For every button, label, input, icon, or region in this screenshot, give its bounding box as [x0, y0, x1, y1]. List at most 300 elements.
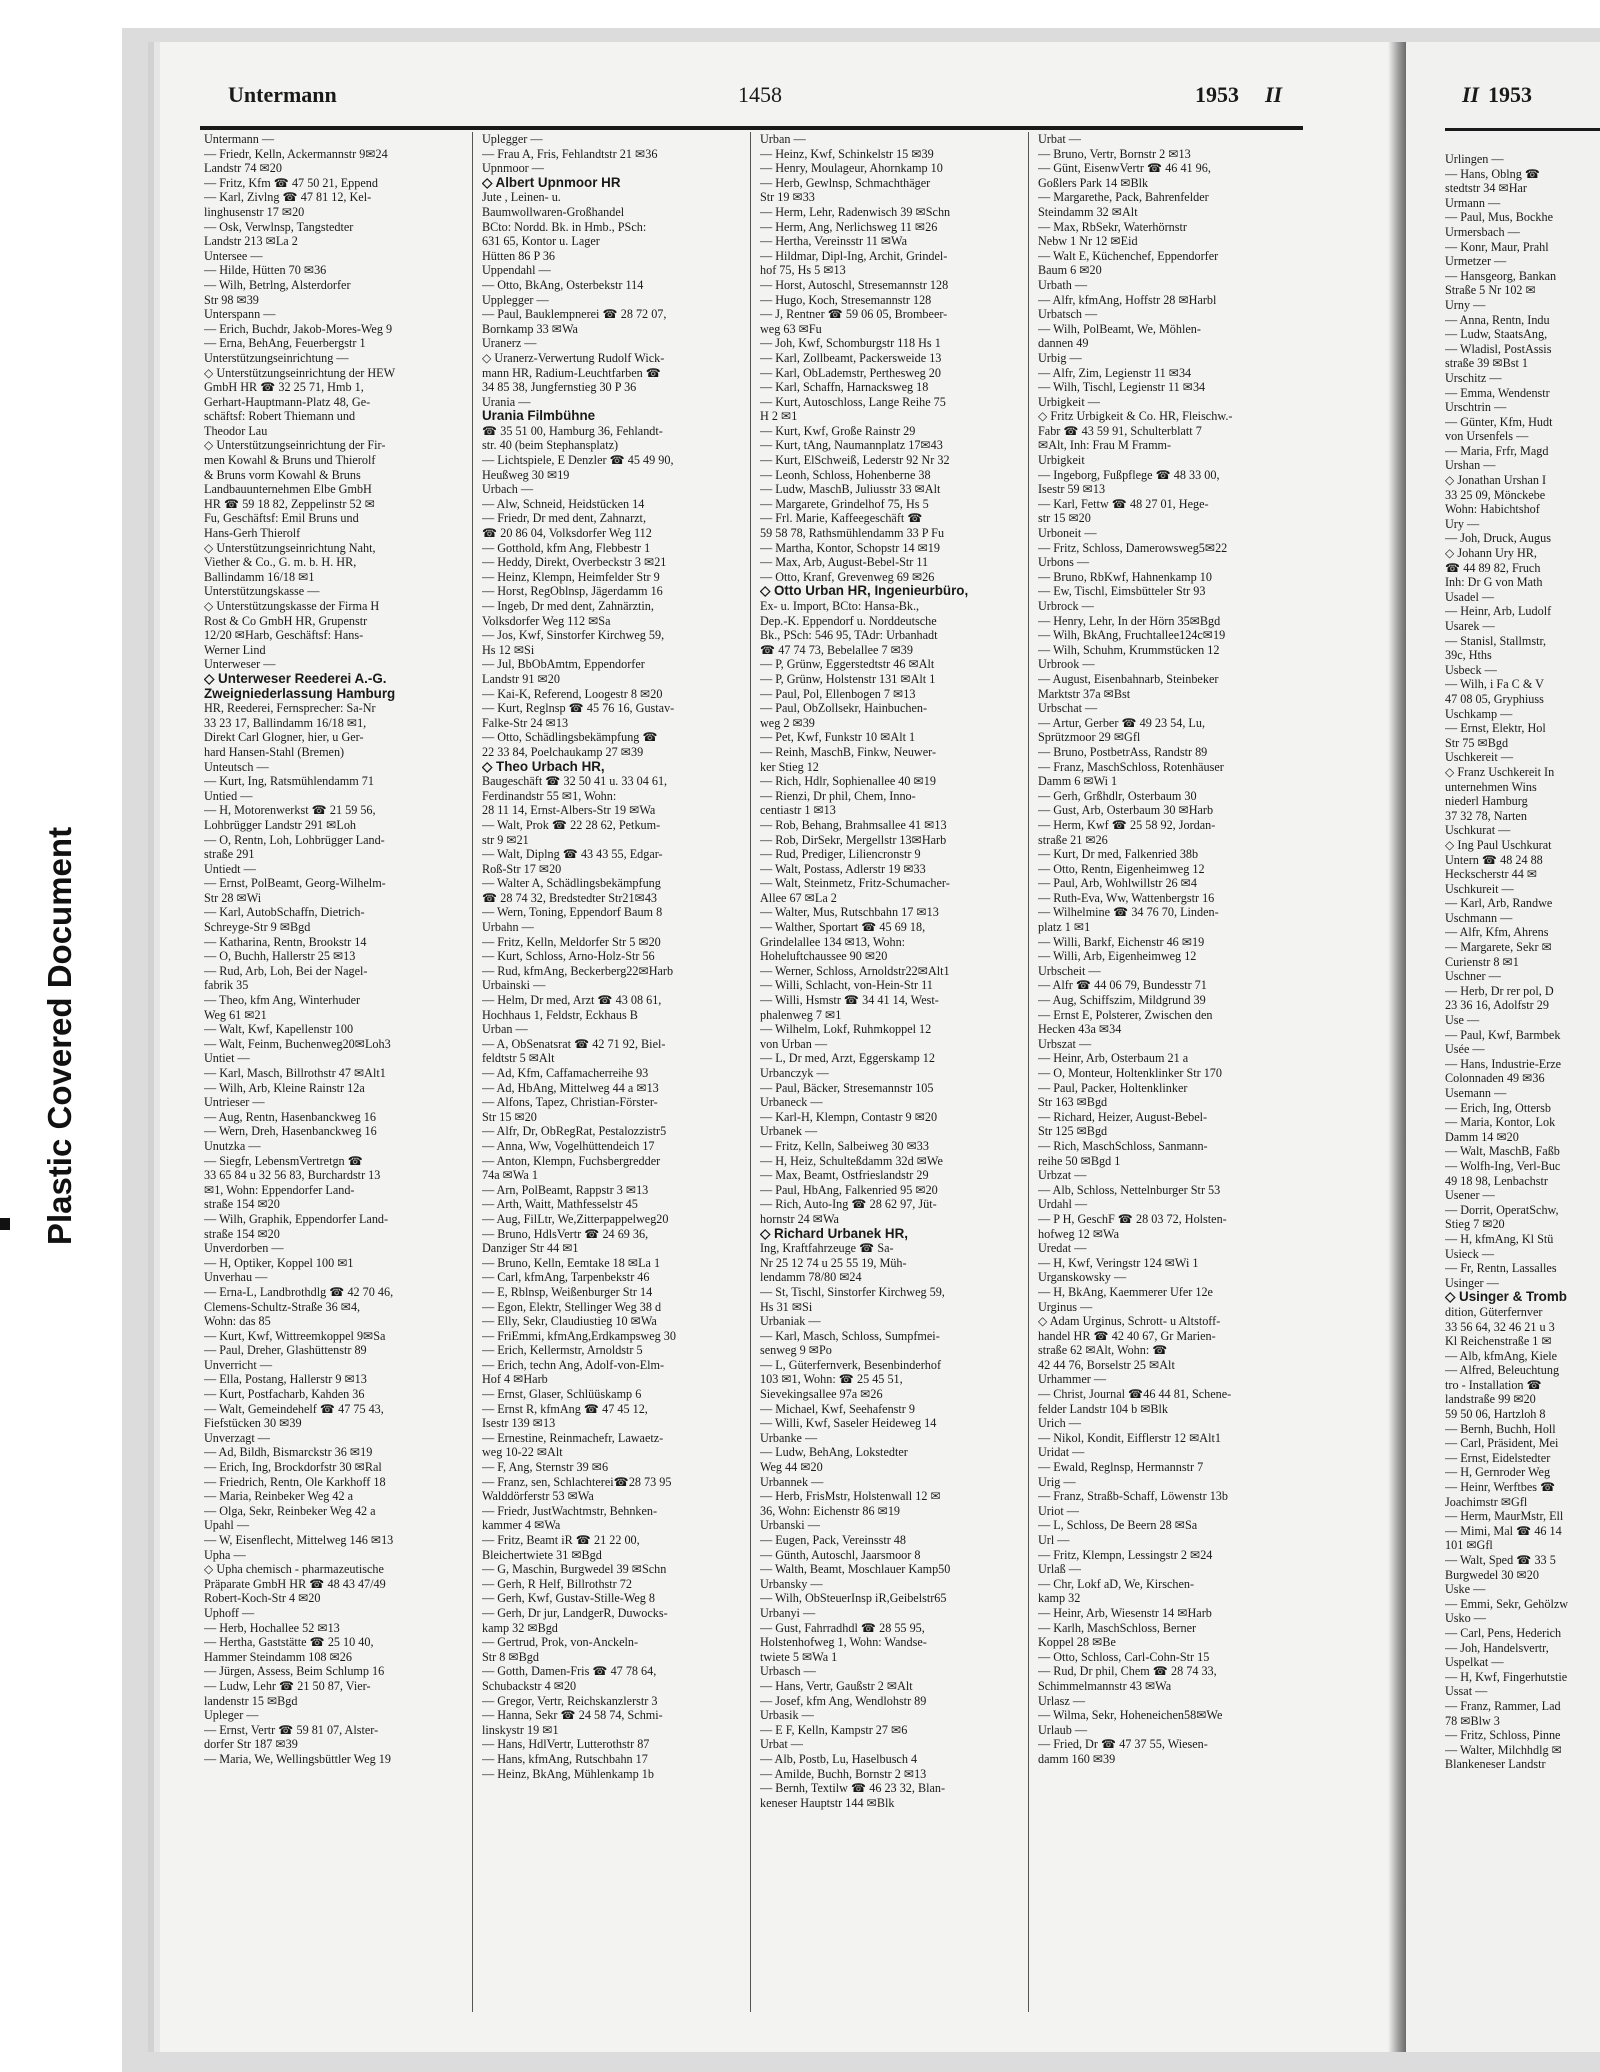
- directory-entry-line: hornstr 24 ✉Wa: [760, 1211, 839, 1226]
- directory-entry-line: Wohn: Habichtshof: [1445, 502, 1540, 517]
- directory-entry-line: Uske —: [1445, 1582, 1486, 1597]
- directory-entry-line: 23 36 16, Adolfstr 29: [1445, 998, 1549, 1013]
- directory-entry-line: — Heinz, Kwf, Schinkelstr 15 ✉39: [760, 146, 934, 161]
- directory-entry-line: damm 160 ✉39: [1038, 1751, 1116, 1766]
- directory-entry-line: BCto: Nordd. Bk. in Hmb., PSch:: [482, 219, 647, 234]
- directory-entry-line: — L, Dr med, Arzt, Eggerskamp 12: [760, 1051, 935, 1066]
- directory-entry-line: Kl Reichenstraße 1 ✉: [1445, 1334, 1552, 1349]
- directory-entry-line: str. 40 (beim Stephansplatz): [482, 438, 619, 453]
- directory-entry-line: linghusenstr 17 ✉20: [204, 204, 305, 219]
- directory-entry-line: — Herb, Hochallee 52 ✉13: [204, 1620, 340, 1635]
- directory-entry-line: — Walt, Steinmetz, Fritz-Schumacher-: [760, 876, 950, 891]
- directory-entry-line: feldtstr 5 ✉Alt: [482, 1051, 555, 1066]
- directory-entry-line: ◇ Unterstützungseinrichtung der Fir-: [204, 438, 386, 453]
- directory-entry-line: Str 19 ✉33: [760, 190, 815, 205]
- directory-entry-line: ◇ Fritz Urbigkeit & Co. HR, Fleischw.-: [1038, 409, 1233, 424]
- directory-entry-line: — Wolfh-Ing, Verl-Buc: [1445, 1158, 1561, 1173]
- directory-entry-line: Grindelallee 134 ✉13, Wohn:: [760, 934, 906, 949]
- directory-entry-line: niederl Hamburg: [1445, 794, 1528, 809]
- directory-entry-line: — Paul, Pol, Ellenbogen 7 ✉13: [760, 686, 916, 701]
- directory-entry-line: Volksdorfer Weg 112 ✉Sa: [482, 613, 611, 628]
- directory-entry-line: Bornkamp 33 ✉Wa: [482, 321, 578, 336]
- directory-entry-line: Urlaub —: [1038, 1722, 1088, 1737]
- directory-entry-line: Urny —: [1445, 297, 1486, 312]
- directory-entry-line: — Josef, kfm Ang, Wendlohstr 89: [760, 1693, 927, 1708]
- directory-entry-line: — Alfr, Kfm, Ahrens: [1445, 925, 1549, 940]
- directory-entry-line: Blankeneser Landstr: [1445, 1757, 1546, 1772]
- directory-entry-line: — Margarethe, Pack, Bahrenfelder: [1038, 190, 1209, 205]
- directory-entry-line: Falke-Str 24 ✉13: [482, 715, 569, 730]
- directory-entry-line: Dep.-K. Eppendorf u. Norddeutsche: [760, 613, 937, 628]
- directory-entry-line: ◇ Uranerz-Verwertung Rudolf Wick-: [482, 350, 665, 365]
- directory-entry-line: fabrik 35: [204, 978, 249, 993]
- directory-entry-line: 28 11 14, Ernst-Albers-Str 19 ✉Wa: [482, 803, 656, 818]
- directory-entry-line: — Wilh, PolBeamt, We, Möhlen-: [1038, 321, 1201, 336]
- directory-entry-line: — Willi, Hsmstr ☎ 34 41 14, West-: [760, 993, 939, 1008]
- directory-entry-line: — Henry, Lehr, In der Hörn 35✉Bgd: [1038, 613, 1221, 628]
- directory-entry-line: — Max, Arb, August-Bebel-Str 11: [760, 555, 929, 570]
- directory-entry-line: Ing, Kraftfahrzeuge ☎ Sa-: [760, 1241, 894, 1256]
- directory-entry-line: — H, Kwf, Fingerhutstie: [1445, 1669, 1568, 1684]
- directory-entry-line: — Walt E, Küchenchef, Eppendorfer: [1038, 248, 1219, 263]
- directory-entry-line: ☎ 20 86 04, Volksdorfer Weg 112: [482, 526, 652, 541]
- directory-entry-line: — Karl-H, Klempn, Contastr 9 ✉20: [760, 1109, 938, 1124]
- directory-entry-line: 36, Wohn: Eichenstr 86 ✉19: [760, 1503, 901, 1518]
- directory-entry-line: Urbach —: [482, 482, 534, 497]
- directory-entry-line: — Rienzi, Dr phil, Chem, Inno-: [760, 788, 916, 803]
- directory-entry-line: ◇ Unterweser Reederei A.-G.: [204, 671, 387, 686]
- directory-entry-line: — Otto, BkAng, Osterbekstr 114: [482, 277, 644, 292]
- directory-entry-line: lendamm 78/80 ✉24: [760, 1270, 862, 1285]
- directory-entry-line: Urania Filmbühne: [482, 409, 596, 424]
- directory-entry-line: — Aug, Schiffszim, Mildgrund 39: [1038, 993, 1206, 1008]
- directory-entry-line: Bk., PSch: 546 95, TAdr: Urbanhadt: [760, 628, 938, 643]
- directory-entry-line: reihe 50 ✉Bgd 1: [1038, 1153, 1121, 1168]
- directory-entry-line: Str 28 ✉Wi: [204, 890, 262, 905]
- directory-entry-line: Uridat —: [1038, 1445, 1085, 1460]
- directory-entry-line: 103 ✉1, Wohn: ☎ 25 45 51,: [760, 1372, 903, 1387]
- facing-head-volume: II: [1462, 82, 1480, 107]
- directory-entry-line: — FriEmmi, kfmAng,Erdkampsweg 30: [482, 1328, 676, 1343]
- directory-entry-line: — Kai-K, Referend, Loogestr 8 ✉20: [482, 686, 663, 701]
- directory-entry-line: men Kowahl & Bruns und Thierolf: [204, 453, 376, 468]
- column-rule: [1028, 132, 1029, 2012]
- directory-entry-line: Urboneit —: [1038, 526, 1097, 541]
- directory-entry-line: — Lichtspiele, E Denzler ☎ 45 49 90,: [482, 453, 674, 468]
- directory-entry-line: — Arth, Waitt, Mathfesselstr 45: [482, 1197, 638, 1212]
- directory-entry-line: Baugeschäft ☎ 32 50 41 u. 33 04 61,: [482, 774, 668, 789]
- directory-entry-line: Ury —: [1445, 516, 1480, 531]
- directory-entry-line: senweg 9 ✉Po: [760, 1343, 832, 1358]
- directory-entry-line: — Emmi, Sekr, Gehölzw: [1445, 1596, 1569, 1611]
- directory-entry-line: — Paul, Packer, Holtenklinker: [1038, 1080, 1188, 1095]
- directory-entry-line: — Fritz, Kfm ☎ 47 50 21, Eppend: [204, 175, 378, 190]
- directory-entry-line: hofweg 12 ✉Wa: [1038, 1226, 1119, 1241]
- directory-entry-line: — Arn, PolBeamt, Rappstr 3 ✉13: [482, 1182, 649, 1197]
- directory-entry-line: — Wladisl, PostAssis: [1445, 341, 1552, 356]
- directory-entry-line: — Otto, Rentn, Eigenheimweg 12: [1038, 861, 1205, 876]
- directory-entry-line: — Bruno, HdlsVertr ☎ 24 69 36,: [482, 1226, 649, 1241]
- directory-entry-line: — J, Rentner ☎ 59 06 05, Brombeer-: [760, 307, 948, 322]
- directory-entry-line: — H, Gernroder Weg: [1445, 1465, 1551, 1480]
- directory-entry-line: Urbanke —: [760, 1430, 818, 1445]
- directory-entry-line: — Alb, kfmAng, Kiele: [1445, 1348, 1558, 1363]
- directory-entry-line: — Paul, ObZollsekr, Hainbuchen-: [760, 701, 928, 716]
- directory-entry-line: Baumwollwaren-Großhandel: [482, 204, 625, 219]
- directory-entry-line: — Kurt, Autoschloss, Lange Reihe 75: [760, 394, 946, 409]
- directory-entry-line: — Carl, kfmAng, Tarpenbekstr 46: [482, 1270, 650, 1285]
- directory-entry-line: weg 2 ✉39: [760, 715, 815, 730]
- directory-entry-line: 59 58 78, Rathsmühlendamm 33 P Fu: [760, 526, 945, 541]
- directory-entry-line: — Bruno, Kelln, Eemtake 18 ✉La 1: [482, 1255, 661, 1270]
- directory-entry-line: — Aug, FilLtr, We,Zitterpappelweg20: [482, 1211, 669, 1226]
- directory-entry-line: 42 44 76, Borselstr 25 ✉Alt: [1038, 1357, 1175, 1372]
- directory-entry-line: — Ernst, Eidelstedter: [1445, 1450, 1551, 1465]
- directory-entry-line: — Jürgen, Assess, Beim Schlump 16: [204, 1664, 385, 1679]
- directory-entry-line: — Ernst, Vertr ☎ 59 81 07, Alster-: [204, 1722, 379, 1737]
- directory-entry-line: Usadel —: [1445, 589, 1495, 604]
- directory-entry-line: — Heinz, BkAng, Mühlenkamp 1b: [482, 1766, 654, 1781]
- directory-entry-line: Urbasik —: [760, 1708, 814, 1723]
- directory-entry-line: — Rud, Prediger, Liliencronstr 9: [760, 847, 921, 862]
- header-rule: [200, 126, 1303, 130]
- directory-entry-line: — Friedrich, Rentn, Ole Karkhoff 18: [204, 1474, 386, 1489]
- directory-entry-line: — Hilde, Hütten 70 ✉36: [204, 263, 327, 278]
- directory-entry-line: Marktstr 37a ✉Bst: [1038, 686, 1131, 701]
- directory-entry-line: Unterstützungskasse —: [204, 584, 320, 599]
- directory-entry-line: — Ingeborg, Fußpflege ☎ 48 33 00,: [1038, 467, 1220, 482]
- directory-entry-line: — Paul, Kwf, Barmbek: [1445, 1027, 1561, 1042]
- directory-entry-line: Urbszat —: [1038, 1036, 1092, 1051]
- book-gutter: [1388, 42, 1406, 2052]
- directory-entry-line: — Hertha, Vereinsstr 11 ✉Wa: [760, 234, 907, 249]
- directory-entry-line: — Alfred, Beleuchtung: [1445, 1363, 1560, 1378]
- directory-entry-line: straße 39 ✉Bst 1: [1445, 356, 1528, 371]
- directory-entry-line: — Karl, Zollbeamt, Packersweide 13: [760, 350, 942, 365]
- directory-entry-line: Wohn: das 85: [204, 1314, 271, 1329]
- directory-entry-line: — Katharina, Rentn, Brookstr 14: [204, 934, 367, 949]
- directory-column-3: [760, 132, 1026, 1810]
- directory-entry-line: — P H, GeschF ☎ 28 03 72, Holsten-: [1038, 1211, 1227, 1226]
- directory-entry-line: & Bruns vorm Kowahl & Bruns: [204, 467, 361, 482]
- directory-entry-line: weg 63 ✉Fu: [760, 321, 822, 336]
- directory-entry-line: 33 65 84 u 32 56 83, Burchardstr 13: [204, 1168, 381, 1183]
- directory-entry-line: Uranerz —: [482, 336, 537, 351]
- directory-entry-line: Unterweser —: [204, 657, 276, 672]
- directory-column-2: [482, 132, 748, 1781]
- directory-entry-line: Uplegger —: [482, 132, 543, 146]
- directory-entry-line: Straße 5 Nr 102 ✉: [1445, 283, 1536, 298]
- directory-entry-line: — Walter, Milchhdlg ✉: [1445, 1742, 1562, 1757]
- directory-entry-line: Zweigniederlassung Hamburg: [204, 686, 396, 701]
- directory-entry-line: — Herb, Dr rer pol, D: [1445, 983, 1554, 998]
- directory-entry-line: Uppendahl —: [482, 263, 551, 278]
- directory-entry-line: — Ruth-Eva, Ww, Wattenbergstr 16: [1038, 890, 1215, 905]
- directory-entry-line: — Friedr, JustWachtmstr, Behnken-: [482, 1503, 658, 1518]
- directory-entry-line: — G, Maschin, Burgwedel 39 ✉Schn: [482, 1562, 667, 1577]
- directory-entry-line: — Gregor, Vertr, Reichskanzlerstr 3: [482, 1693, 658, 1708]
- directory-entry-line: — Franz, MaschSchloss, Rotenhäuser: [1038, 759, 1224, 774]
- directory-entry-line: Usée —: [1445, 1042, 1485, 1057]
- directory-entry-line: Usieck —: [1445, 1246, 1495, 1261]
- directory-entry-line: Urbons —: [1038, 555, 1090, 570]
- directory-entry-line: — Günt, EisenwVertr ☎ 46 41 96,: [1038, 161, 1211, 176]
- directory-entry-line: — Christ, Journal ☎46 44 81, Schene-: [1038, 1387, 1232, 1402]
- directory-entry-line: Urshan —: [1445, 458, 1496, 473]
- directory-entry-line: Robert-Koch-Str 4 ✉20: [204, 1591, 321, 1606]
- directory-entry-line: centiastr 1 ✉13: [760, 803, 836, 818]
- directory-entry-line: Isestr 139 ✉13: [482, 1416, 556, 1431]
- directory-entry-line: ◇ Unterstützungskasse der Firma H: [204, 599, 380, 613]
- directory-entry-line: Use —: [1445, 1013, 1480, 1028]
- directory-entry-line: kammer 4 ✉Wa: [482, 1518, 561, 1533]
- directory-entry-line: — Pet, Kwf, Funkstr 10 ✉Alt 1: [760, 730, 916, 745]
- directory-entry-line: — Rud, kfmAng, Beckerberg22✉Harb: [482, 963, 674, 978]
- directory-entry-line: — Horst, RegOblnsp, Jägerdamm 16: [482, 584, 663, 599]
- directory-entry-line: — Carl, Präsident, Mei: [1445, 1436, 1559, 1451]
- directory-entry-line: — Alfr, kfmAng, Hoffstr 28 ✉Harbl: [1038, 292, 1217, 307]
- directory-entry-line: — Alb, Schloss, Nettelnburger Str 53: [1038, 1182, 1221, 1197]
- directory-entry-line: Allee 67 ✉La 2: [760, 890, 837, 905]
- margin-mark: [0, 1218, 10, 1230]
- directory-entry-line: Nr 25 12 74 u 25 55 19, Müh-: [760, 1255, 907, 1270]
- directory-entry-line: — Herm, MaurMstr, Ell: [1445, 1509, 1564, 1524]
- directory-entry-line: Unterspann —: [204, 307, 276, 322]
- directory-entry-line: — Hans, kfmAng, Rutschbahn 17: [482, 1751, 648, 1766]
- directory-entry-line: 101 ✉Gfl: [1445, 1538, 1493, 1553]
- directory-entry-line: — L, Güterfernverk, Besenbinderhof: [760, 1357, 942, 1372]
- directory-entry-line: — Fritz, Kelln, Salbeiweg 30 ✉33: [760, 1138, 929, 1153]
- side-label: Plastic Covered Document: [41, 826, 78, 1246]
- directory-entry-line: — Erna-L, Landbrothdlg ☎ 42 70 46,: [204, 1284, 394, 1299]
- directory-entry-line: — Otto, Schädlingsbekämpfung ☎: [482, 730, 658, 745]
- directory-entry-line: Str 8 ✉Bgd: [482, 1649, 539, 1664]
- directory-entry-line: Urschtrin —: [1445, 400, 1507, 415]
- directory-entry-line: Urbig —: [1038, 350, 1082, 365]
- directory-entry-line: — Friedr, Dr med dent, Zahnarzt,: [482, 511, 646, 526]
- directory-entry-line: Untied —: [204, 788, 253, 803]
- directory-entry-line: Urich —: [1038, 1416, 1081, 1431]
- directory-entry-line: ◇ Theo Urbach HR,: [482, 759, 605, 774]
- directory-entry-line: Hoheluftchaussee 90 ✉20: [760, 949, 888, 964]
- directory-entry-line: — Osk, Verwlnsp, Tangstedter: [204, 219, 354, 234]
- directory-entry-line: Uschmann —: [1445, 910, 1513, 925]
- directory-entry-line: Urbaniak —: [760, 1314, 821, 1329]
- directory-entry-line: Urganskowsky —: [1038, 1270, 1127, 1285]
- directory-entry-line: Hof 4 ✉Harb: [482, 1372, 548, 1387]
- directory-entry-line: — Jos, Kwf, Sinstorfer Kirchweg 59,: [482, 628, 665, 643]
- directory-entry-line: Uschkurat —: [1445, 823, 1511, 838]
- directory-entry-line: — Walt, Sped ☎ 33 5: [1445, 1553, 1556, 1567]
- directory-entry-line: Baum 6 ✉20: [1038, 263, 1102, 278]
- directory-entry-line: Usko —: [1445, 1611, 1486, 1626]
- directory-entry-line: straße 154 ✉20: [204, 1226, 280, 1241]
- directory-entry-line: — Gerh, Dr jur, LandgerR, Duwocks-: [482, 1605, 668, 1620]
- directory-entry-line: — Walter, Mus, Rutschbahn 17 ✉13: [760, 905, 939, 920]
- directory-entry-line: — Willi, Arb, Eigenheimweg 12: [1038, 949, 1197, 964]
- directory-entry-line: Ferdinandstr 55 ✉1, Wohn:: [482, 788, 617, 803]
- directory-entry-line: — Bruno, Vertr, Bornstr 2 ✉13: [1038, 146, 1191, 161]
- directory-entry-line: — Frl. Marie, Kaffeegeschäft ☎: [760, 511, 923, 526]
- directory-entry-line: Sievekingsallee 97a ✉26: [760, 1387, 883, 1402]
- directory-entry-line: — Maria, We, Wellingsbüttler Weg 19: [204, 1751, 391, 1766]
- directory-entry-line: — Alfons, Tapez, Christian-Förster-: [482, 1095, 658, 1110]
- directory-entry-line: ◇ Usinger & Tromb: [1445, 1290, 1567, 1305]
- directory-entry-line: 39c, Hths: [1445, 648, 1492, 663]
- directory-entry-line: — Alb, Postb, Lu, Haselbusch 4: [760, 1751, 918, 1766]
- directory-entry-line: — Carl, Pens, Hederich: [1445, 1625, 1562, 1640]
- directory-entry-line: — E F, Kelln, Kampstr 27 ✉6: [760, 1722, 908, 1737]
- directory-entry-line: Walddörferstr 53 ✉Wa: [482, 1489, 594, 1504]
- directory-entry-line: — Fritz, Beamt iR ☎ 21 22 00,: [482, 1533, 640, 1547]
- directory-entry-line: — Wilhelm, Lokf, Ruhmkoppel 12: [760, 1022, 932, 1037]
- directory-entry-line: — Fritz, Schloss, Damerowsweg5✉22: [1038, 540, 1228, 555]
- directory-entry-line: — Erna, BehAng, Feuerbergstr 1: [204, 336, 366, 351]
- directory-entry-line: — Franz, sen, Schlachterei☎28 73 95: [482, 1474, 672, 1489]
- directory-entry-line: — Erich, Ing, Ottersb: [1445, 1100, 1551, 1115]
- directory-entry-line: Fabr ☎ 43 59 91, Schulterblatt 7: [1038, 423, 1202, 438]
- directory-entry-line: — Alfr, Dr, ObRegRat, Pestalozzistr5: [482, 1124, 667, 1139]
- directory-entry-line: str 15 ✉20: [1038, 511, 1091, 526]
- directory-entry-line: Koppel 28 ✉Be: [1038, 1635, 1116, 1650]
- directory-entry-line: — O, Monteur, Holtenklinker Str 170: [1038, 1066, 1222, 1080]
- directory-entry-line: Steindamm 32 ✉Alt: [1038, 204, 1138, 219]
- directory-entry-line: Ex- u. Import, BCto: Hansa-Bk.,: [760, 599, 920, 613]
- directory-entry-line: — Konr, Maur, Prahl: [1445, 239, 1549, 254]
- directory-entry-line: Curienstr 8 ✉1: [1445, 954, 1519, 969]
- directory-entry-line: Urig —: [1038, 1474, 1076, 1489]
- directory-entry-line: Viether & Co., G. m. b. H. HR,: [204, 555, 357, 570]
- directory-entry-line: Ussat —: [1445, 1684, 1488, 1699]
- directory-entry-line: Urlasz —: [1038, 1693, 1086, 1708]
- directory-entry-line: — Paul, Arb, Wohlwillstr 26 ✉4: [1038, 876, 1197, 891]
- directory-entry-line: Urschitz —: [1445, 370, 1502, 385]
- directory-entry-line: — F, Ang, Sternstr 39 ✉6: [482, 1460, 609, 1475]
- directory-entry-line: — Wilhelmine ☎ 34 76 70, Linden-: [1038, 905, 1219, 920]
- directory-entry-line: — Karl, ObLademstr, Perthesweg 20: [760, 365, 941, 380]
- directory-entry-line: — Willi, Schlacht, von-Hein-Str 11: [760, 978, 933, 993]
- directory-entry-line: — Erich, Buchdr, Jakob-Mores-Weg 9: [204, 321, 393, 336]
- directory-entry-line: Fiefstücken 30 ✉39: [204, 1416, 302, 1431]
- directory-entry-line: Urbrock —: [1038, 599, 1094, 613]
- directory-entry-line: Untersee —: [204, 248, 263, 263]
- directory-entry-line: Uschkamp —: [1445, 706, 1513, 721]
- directory-entry-line: — Horst, Autoschl, Stresemannstr 128: [760, 277, 949, 292]
- directory-entry-line: — Hans, HdlVertr, Lutterothstr 87: [482, 1737, 650, 1752]
- directory-entry-line: — Fr, Rentn, Lassalles: [1445, 1261, 1557, 1276]
- directory-entry-line: Goßlers Park 14 ✉Blk: [1038, 175, 1149, 190]
- directory-entry-line: Hütten 86 P 36: [482, 248, 556, 263]
- directory-entry-line: — Gerh, Grßhdlr, Osterbaum 30: [1038, 788, 1197, 803]
- directory-entry-line: — Otto, Kranf, Grevenweg 69 ✉26: [760, 569, 935, 584]
- directory-entry-line: — Karl, Masch, Billrothstr 47 ✉Alt1: [204, 1066, 386, 1080]
- directory-entry-line: — P, Grünw, Holstenstr 131 ✉Alt 1: [760, 671, 936, 686]
- directory-entry-line: — P, Grünw, Eggerstedtstr 46 ✉Alt: [760, 657, 935, 672]
- directory-entry-line: von Ursenfels —: [1445, 429, 1529, 444]
- directory-entry-line: — Joh, Kwf, Schomburgstr 118 Hs 1: [760, 336, 941, 351]
- directory-entry-line: Str 163 ✉Bgd: [1038, 1095, 1108, 1110]
- directory-entry-line: 34 85 38, Jungfernstieg 30 P 36: [482, 380, 637, 395]
- directory-entry-line: — Emma, Wendenstr: [1445, 385, 1550, 400]
- directory-entry-line: — Anna, Ww, Vogelhüttendeich 17: [482, 1138, 655, 1153]
- directory-entry-line: — Olga, Sekr, Reinbeker Weg 42 a: [204, 1503, 376, 1518]
- directory-entry-line: ✉Alt, Inh: Frau M Framm-: [1038, 438, 1172, 453]
- directory-entry-line: — Frau A, Fris, Fehlandtstr 21 ✉36: [482, 146, 658, 161]
- directory-entry-line: Inh: Dr G von Math: [1445, 575, 1543, 590]
- directory-entry-line: ☎ 47 74 73, Bebelallee 7 ✉39: [760, 642, 913, 657]
- directory-entry-line: — Ad, Kfm, Caffamacherreihe 93: [482, 1066, 649, 1080]
- directory-entry-line: Upnmoor —: [482, 161, 544, 176]
- directory-entry-line: ◇ Unterstützungseinrichtung Naht,: [204, 540, 376, 555]
- directory-entry-line: — Walt, Prok ☎ 22 28 62, Petkum-: [482, 817, 661, 832]
- directory-entry-line: Lohbrügger Landstr 291 ✉Loh: [204, 817, 357, 832]
- directory-entry-line: — Walt, Kwf, Kapellenstr 100: [204, 1022, 354, 1037]
- directory-entry-line: 22 33 84, Poelchaukamp 27 ✉39: [482, 744, 644, 759]
- directory-entry-line: — Ernst, Elektr, Hol: [1445, 721, 1546, 736]
- directory-entry-line: — Wilh, Arb, Kleine Rainstr 12a: [204, 1080, 365, 1095]
- directory-entry-line: — Theo, kfm Ang, Winterhuder: [204, 993, 361, 1008]
- directory-entry-line: Upha —: [204, 1547, 246, 1562]
- directory-entry-line: Untermann —: [204, 132, 275, 146]
- directory-entry-line: — Ludw, MaschB, Juliusstr 33 ✉Alt: [760, 482, 941, 497]
- directory-entry-line: — Wilh, Schuhm, Krummstücken 12: [1038, 642, 1220, 657]
- directory-entry-line: — H, kfmAng, Kl Stü: [1445, 1231, 1554, 1246]
- directory-entry-line: 33 23 17, Ballindamm 16/18 ✉1,: [204, 715, 367, 730]
- directory-entry-line: Clemens-Schultz-Straße 36 ✉4,: [204, 1299, 361, 1314]
- directory-entry-line: — Karl, Fettw ☎ 48 27 01, Hege-: [1038, 496, 1209, 511]
- directory-entry-line: Usemann —: [1445, 1086, 1507, 1100]
- directory-entry-line: Uredat —: [1038, 1241, 1087, 1256]
- directory-entry-line: Urbanek —: [760, 1124, 818, 1139]
- directory-entry-line: — Hugo, Koch, Stresemannstr 128: [760, 292, 932, 307]
- directory-entry-line: — Maria, Kontor, Lok: [1445, 1115, 1556, 1130]
- directory-entry-line: — Maria, Frfr, Magd: [1445, 443, 1549, 458]
- directory-entry-line: — Hans, Industrie-Erze: [1445, 1056, 1562, 1071]
- directory-entry-line: — Walt, Gemeindehelf ☎ 47 75 43,: [204, 1401, 384, 1416]
- directory-entry-line: — Ernst E, Polsterer, Zwischen den: [1038, 1007, 1213, 1022]
- directory-entry-line: — Werner, Schloss, Arnoldstr22✉Alt1: [760, 963, 950, 978]
- directory-entry-line: Urbannek —: [760, 1474, 824, 1489]
- directory-entry-line: Schubackstr 4 ✉20: [482, 1678, 577, 1693]
- directory-entry-line: — August, Eisenbahnarb, Steinbeker: [1038, 671, 1219, 686]
- directory-entry-line: phalenweg 7 ✉1: [760, 1007, 842, 1022]
- directory-entry-line: — Hans, Oblng ☎: [1445, 166, 1541, 181]
- directory-entry-line: — Herb, FrisMstr, Holstenwall 12 ✉: [760, 1489, 941, 1504]
- directory-entry-line: — Bruno, RbKwf, Hahnenkamp 10: [1038, 569, 1212, 584]
- directory-entry-line: — Hertha, Gaststätte ☎ 25 10 40,: [204, 1635, 374, 1650]
- directory-entry-line: — Kurt, Kwf, Wittreemkoppel 9✉Sa: [204, 1328, 386, 1343]
- directory-entry-line: Untiet —: [204, 1051, 250, 1066]
- directory-entry-line: Direkt Carl Glogner, hier, u Ger-: [204, 730, 364, 745]
- directory-entry-line: Landstr 91 ✉20: [482, 671, 560, 686]
- directory-entry-line: — Heinr, Arb, Wiesenstr 14 ✉Harb: [1038, 1605, 1212, 1620]
- directory-entry-line: Uschkereit —: [1445, 750, 1514, 765]
- directory-entry-line: — Reinh, MaschB, Finkw, Neuwer-: [760, 744, 936, 759]
- directory-entry-line: Upahl —: [204, 1518, 250, 1533]
- directory-entry-line: Jute , Leinen- u.: [482, 190, 561, 205]
- directory-entry-line: — Jul, BbObAmtm, Eppendorfer: [482, 657, 645, 672]
- directory-entry-line: schäftsf: Robert Thiemann und: [204, 409, 356, 424]
- directory-entry-line: ☎ 28 74 32, Bredstedter Str21✉43: [482, 890, 658, 905]
- directory-entry-line: Usbeck —: [1445, 662, 1497, 677]
- directory-entry-line: — Anna, Rentn, Indu: [1445, 312, 1550, 327]
- directory-entry-line: Urbatsch —: [1038, 307, 1098, 322]
- directory-entry-line: — Bernh, Textilw ☎ 46 23 32, Blan-: [760, 1781, 946, 1796]
- directory-entry-line: — Heddy, Direkt, Overbeckstr 3 ✉21: [482, 555, 667, 570]
- directory-entry-line: — Kurt, Kwf, Große Rainstr 29: [760, 423, 916, 438]
- directory-entry-line: — Wern, Toning, Eppendorf Baum 8: [482, 905, 663, 920]
- directory-entry-line: Landstr 74 ✉20: [204, 161, 282, 176]
